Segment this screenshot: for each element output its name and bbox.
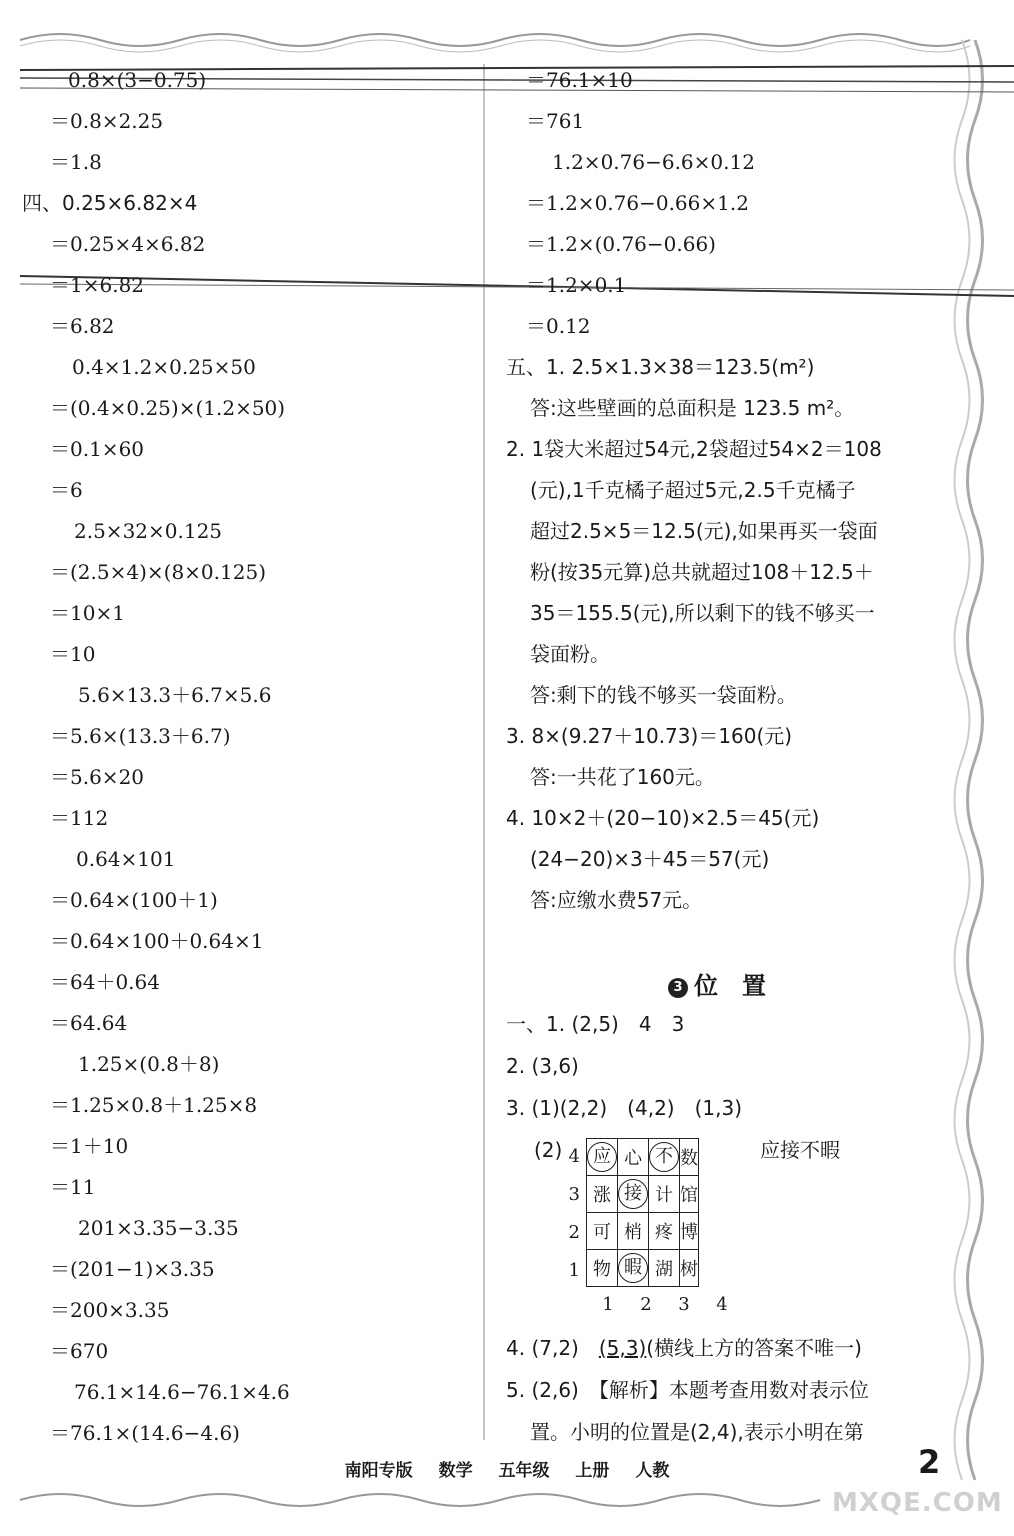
position-answer-5-cont: 置。小明的位置是(2,4),表示小明在第: [530, 1420, 864, 1444]
calc-line: ＝0.8×2.25: [50, 109, 164, 133]
grid-cell: [680, 1139, 699, 1176]
calc-line: ＝0.1×60: [50, 437, 145, 461]
calc-line: ＝64＋0.64: [50, 970, 160, 994]
section-heading: [668, 966, 766, 1001]
word-problem-line: 2. 1袋大米超过54元,2袋超过54×2＝108: [506, 437, 882, 461]
calc-line: ＝6: [50, 478, 83, 502]
circled-character: 接: [618, 1179, 648, 1209]
grid-character: 数: [680, 1148, 698, 1169]
x-axis-label: 1: [602, 1294, 614, 1315]
y-axis-label: 4: [568, 1146, 580, 1167]
answer4-suffix: (横线上方的答案不唯一): [646, 1336, 862, 1360]
x-axis-label: 2: [640, 1294, 652, 1315]
calc-line: ＝5.6×20: [50, 765, 145, 789]
grid-cell: [618, 1213, 649, 1250]
grid-cell: [649, 1213, 680, 1250]
calc-line: ＝200×3.35: [50, 1298, 170, 1322]
grid-cell: [649, 1176, 680, 1213]
grid-character: 梢: [624, 1222, 642, 1243]
answer4-underlined: (5,3): [598, 1336, 647, 1360]
section-title-text: 位 置: [694, 972, 766, 1000]
calc-line: 201×3.35−3.35: [78, 1216, 239, 1240]
grid-row: [587, 1139, 699, 1176]
grid-prefix: (2): [534, 1138, 563, 1162]
grid-character: 疼: [655, 1222, 673, 1243]
word-problem-line: 粉(按35元算)总共就超过108＋12.5＋: [530, 560, 874, 584]
calc-line: ＝1＋10: [50, 1134, 129, 1158]
position-answer: 3. (1)(2,2) (4,2) (1,3): [506, 1096, 743, 1120]
circled-character: 应: [587, 1142, 617, 1172]
footer-grade: 五年级: [498, 1461, 550, 1481]
answer4-prefix: 4. (7,2): [506, 1336, 599, 1360]
calc-line: ＝(0.4×0.25)×(1.2×50): [50, 396, 286, 420]
calc-line: ＝1.2×0.76−0.66×1.2: [526, 191, 749, 215]
grid-cell: [680, 1213, 699, 1250]
watermark: MXQE.COM: [832, 1488, 1003, 1518]
position-answer: 一、1. (2,5) 4 3: [506, 1012, 685, 1036]
grid-character: 涨: [593, 1185, 611, 1206]
footer-publisher: 人教: [635, 1461, 670, 1481]
calc-line: ＝6.82: [50, 314, 115, 338]
calc-line: ＝670: [50, 1339, 109, 1363]
calc-line: 0.4×1.2×0.25×50: [72, 355, 256, 379]
section-five-q1: 五、1. 2.5×1.3×38＝123.5(m²): [506, 355, 815, 379]
calc-line: ＝64.64: [50, 1011, 128, 1035]
calc-line: 1.25×(0.8＋8): [78, 1052, 220, 1076]
footer-volume: 上册: [575, 1461, 610, 1481]
calc-line: ＝1.2×(0.76−0.66): [526, 232, 716, 256]
calc-line: ＝11: [50, 1175, 96, 1199]
calc-line: 0.64×101: [76, 847, 176, 871]
grid-character: 物: [593, 1259, 611, 1280]
grid-character: 心: [624, 1148, 642, 1169]
page-footer: [0, 1456, 1014, 1481]
calc-line: ＝10×1: [50, 601, 125, 625]
grid-row: [587, 1213, 699, 1250]
calc-line: 0.8×(3−0.75): [68, 68, 207, 92]
calc-line: ＝0.12: [526, 314, 591, 338]
position-answer-5: 5. (2,6) 【解析】本题考查用数对表示位: [506, 1378, 869, 1402]
answer-line: 答:这些壁画的总面积是 123.5 m²。: [530, 396, 855, 420]
calc-line: ＝761: [526, 109, 585, 133]
grid-cell: [649, 1139, 680, 1176]
y-axis-label: 1: [568, 1260, 580, 1281]
calc-line: ＝1.2×0.1: [526, 273, 627, 297]
calc-line: 2.5×32×0.125: [74, 519, 223, 543]
footer-edition: 南阳专版: [344, 1461, 413, 1481]
word-problem-line: (24−20)×3＋45＝57(元): [530, 847, 770, 871]
calc-line: ＝1.8: [50, 150, 102, 174]
grid-table: [586, 1138, 699, 1287]
position-answer: 2. (3,6): [506, 1054, 579, 1078]
calc-line: ＝5.6×(13.3＋6.7): [50, 724, 231, 748]
x-axis-label: 3: [678, 1294, 690, 1315]
answer-line: 答:剩下的钱不够买一袋面粉。: [530, 683, 797, 707]
grid-character: 馆: [680, 1185, 698, 1206]
grid-cell: [680, 1176, 699, 1213]
y-axis-label: 2: [568, 1222, 580, 1243]
grid-cell: [587, 1139, 618, 1176]
word-problem-line: 袋面粉。: [530, 642, 610, 666]
word-problem-line: 35＝155.5(元),所以剩下的钱不够买一: [530, 601, 875, 625]
answer-line: 答:一共花了160元。: [530, 765, 715, 789]
footer-subject: 数学: [438, 1461, 473, 1481]
page-number: 2: [918, 1443, 941, 1481]
y-axis-label: 3: [568, 1184, 580, 1205]
grid-row: [587, 1176, 699, 1213]
calc-line: ＝(201−1)×3.35: [50, 1257, 215, 1281]
grid-cell: [587, 1176, 618, 1213]
calc-line: ＝0.64×(100＋1): [50, 888, 218, 912]
word-problem-line: 4. 10×2＋(20−10)×2.5＝45(元): [506, 806, 820, 830]
grid-cell: [587, 1250, 618, 1287]
calc-line: 5.6×13.3＋6.7×5.6: [78, 683, 272, 707]
calc-line: ＝76.1×10: [526, 68, 633, 92]
grid-cell: [618, 1139, 649, 1176]
section-number-badge: 3: [668, 978, 688, 998]
answer-line: 答:应缴水费57元。: [530, 888, 703, 912]
calc-line: 76.1×14.6−76.1×4.6: [74, 1380, 290, 1404]
calc-line: ＝0.64×100＋0.64×1: [50, 929, 264, 953]
grid-answer: 应接不暇: [760, 1138, 840, 1162]
grid-character: 树: [680, 1259, 698, 1280]
grid-row: [587, 1250, 699, 1287]
section-four-heading: 四、0.25×6.82×4: [22, 191, 198, 215]
x-axis-label: 4: [716, 1294, 728, 1315]
grid-cell: [680, 1250, 699, 1287]
word-problem-line: 超过2.5×5＝12.5(元),如果再买一袋面: [530, 519, 878, 543]
position-answer-4: [506, 1336, 862, 1360]
grid-cell: [587, 1213, 618, 1250]
grid-cell: [618, 1250, 649, 1287]
calc-line: ＝(2.5×4)×(8×0.125): [50, 560, 266, 584]
grid-cell: [618, 1176, 649, 1213]
calc-line: 1.2×0.76−6.6×0.12: [552, 150, 755, 174]
grid-character: 博: [680, 1222, 698, 1243]
grid-cell: [649, 1250, 680, 1287]
grid-character: 可: [593, 1222, 611, 1243]
grid-character: 计: [655, 1185, 673, 1206]
grid-character: 湖: [655, 1259, 673, 1280]
calc-line: ＝1×6.82: [50, 273, 145, 297]
calc-line: ＝76.1×(14.6−4.6): [50, 1421, 240, 1445]
calc-line: ＝1.25×0.8＋1.25×8: [50, 1093, 258, 1117]
calc-line: ＝0.25×4×6.82: [50, 232, 206, 256]
calc-line: ＝10: [50, 642, 96, 666]
word-problem-line: 3. 8×(9.27＋10.73)＝160(元): [506, 724, 793, 748]
circled-character: 暇: [618, 1253, 648, 1283]
word-problem-line: (元),1千克橘子超过5元,2.5千克橘子: [530, 478, 856, 502]
calc-line: ＝112: [50, 806, 109, 830]
circled-character: 不: [649, 1142, 679, 1172]
